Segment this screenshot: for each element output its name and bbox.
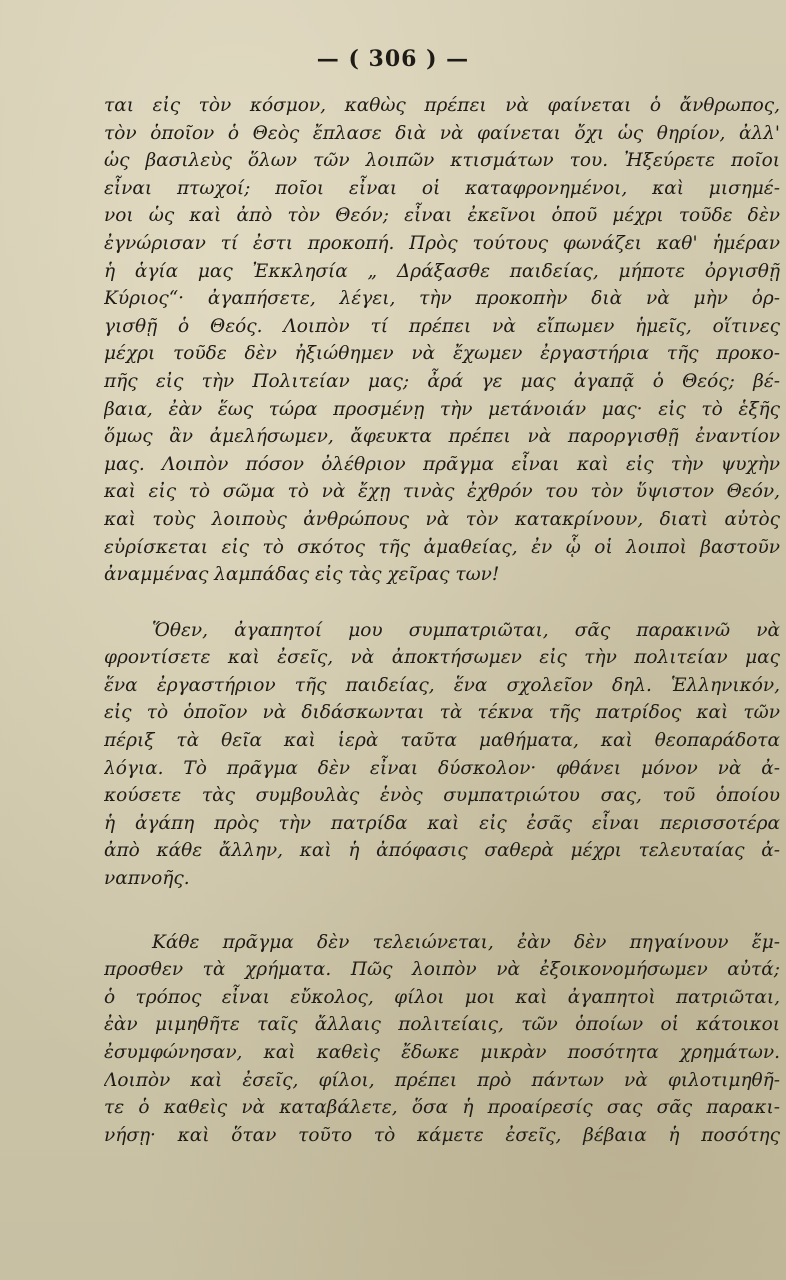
paragraph-spacer [104, 893, 780, 929]
page-number-header: — ( 306 ) — [316, 46, 470, 72]
text-line: εὑρίσκεται εἰς τὸ σκότος τῆς ἀμαθείας, ἐν ᾧ οἱ λοιποὶ βαστοῦν [104, 536, 780, 558]
text-line: ται εἰς τὸν κόσμον, καθὼς πρέπει νὰ φαίνεται ὁ ἄνθρωπος, [104, 95, 780, 116]
text-line: νοι ὡς καὶ ἀπὸ τὸν Θεόν; εἶναι ἐκεῖνοι ὁποῦ μέχρι τοῦδε δὲν [104, 205, 780, 227]
paragraph-spacer [104, 589, 780, 617]
text-line: νήσῃ· καὶ ὅταν τοῦτο τὸ κάμετε ἐσεῖς, βέβαια ἡ ποσότης [104, 1124, 780, 1146]
text-line: μας. Λοιπὸν πόσον ὀλέθριον πρᾶγμα εἶναι καὶ εἰς τὴν ψυχὴν [104, 453, 780, 475]
text-line: ναπνοῆς. [104, 868, 190, 890]
text-line: ἡ ἁγία μας Ἐκκλησία „ Δράξασθε παιδείας, μήποτε ὀργισθῇ [104, 260, 780, 282]
text-line: ἕνα ἐργαστήριον τῆς παιδείας, ἕνα σχολεῖον δηλ. Ἑλληνικόν, [104, 674, 780, 696]
paragraph-2 [104, 617, 780, 893]
text-line: καὶ εἰς τὸ σῶμα τὸ νὰ ἔχῃ τινὰς ἐχθρόν του τὸν ὕψιστον Θεόν, [104, 481, 780, 503]
text-line: πῆς εἰς τὴν Πολιτείαν μας; ἆρά γε μας ἀγαπᾷ ὁ Θεός; βέ- [104, 370, 780, 392]
text-line: εἰς τὸ ὁποῖον νὰ διδάσκωνται τὰ τέκνα τῆς πατρίδος καὶ τῶν [104, 702, 780, 724]
text-line: ἐσυμφώνησαν, καὶ καθεὶς ἔδωκε μικρὰν ποσότητα χρημάτων. [104, 1042, 780, 1063]
text-line: τε ὁ καθεὶς νὰ καταβάλετε, ὅσα ἡ προαίρεσίς σας σᾶς παρακι- [104, 1097, 780, 1119]
text-line: μέχρι τοῦδε δὲν ἠξιώθημεν νὰ ἔχωμεν ἐργαστήρια τῆς προκο- [104, 343, 780, 365]
text-line: τὸν ὁποῖον ὁ Θεὸς ἔπλασε διὰ νὰ φαίνεται ὄχι ὡς θηρίον, ἀλλ' [104, 122, 780, 144]
body-text [104, 92, 780, 1149]
text-line: ἡ ἀγάπη πρὸς τὴν πατρίδα καὶ εἰς ἐσᾶς εἶναι περισσοτέρα [104, 812, 780, 834]
text-line: εἶναι πτωχοί; ποῖοι εἶναι οἱ καταφρονημένοι, καὶ μισημέ- [104, 177, 780, 199]
text-line: καὶ τοὺς λοιποὺς ἀνθρώπους νὰ τὸν κατακρίνουν, διατὶ αὐτὸς [104, 508, 780, 530]
paragraph-3 [104, 929, 780, 1150]
text-line: προσθεν τὰ χρήματα. Πῶς λοιπὸν νὰ ἐξοικονομήσωμεν αὐτά; [104, 959, 780, 981]
text-line: κούσετε τὰς συμβουλὰς ἑνὸς συμπατριώτου σας, τοῦ ὁποίου [104, 785, 780, 807]
text-line: βαια, ἐὰν ἕως τώρα προσμένῃ τὴν μετάνοιάν μας· εἰς τὸ ἑξῆς [104, 398, 780, 420]
text-line: ἀπὸ κάθε ἄλλην, καὶ ἡ ἀπόφασις σαθερὰ μέχρι τελευταίας ἀ- [104, 840, 780, 862]
text-line: ὁ τρόπος εἶναι εὔκολος, φίλοι μοι καὶ ἀγαπητοὶ πατριῶται, [104, 986, 780, 1008]
paragraph-1 [104, 92, 780, 589]
text-line: ἐὰν μιμηθῆτε ταῖς ἄλλαις πολιτείαις, τῶν ὁποίων οἱ κάτοικοι [104, 1014, 780, 1036]
text-line: Κάθε πρᾶγμα δὲν τελειώνεται, ἐὰν δὲν πηγαίνουν ἔμ- [152, 931, 780, 953]
text-line: Λοιπὸν καὶ ἐσεῖς, φίλοι, πρέπει πρὸ πάντων νὰ φιλοτιμηθῆ- [104, 1069, 780, 1091]
text-line: ὅμως ἂν ἀμελήσωμεν, ἄφευκτα πρέπει νὰ παροργισθῇ ἐναντίον [104, 426, 780, 448]
text-line: ἐγνώρισαν τί ἐστι προκοπή. Πρὸς τούτους φωνάζει καθ' ἡμέραν [104, 232, 780, 254]
text-line: φροντίσετε καὶ ἐσεῖς, νὰ ἀποκτήσωμεν εἰς τὴν πολιτείαν μας [104, 647, 780, 669]
text-line: γισθῇ ὁ Θεός. Λοιπὸν τί πρέπει νὰ εἴπωμεν ἡμεῖς, οἵτινες [104, 315, 780, 337]
text-line: ἀναμμένας λαμπάδας εἰς τὰς χεῖρας των! [104, 564, 500, 586]
text-line: ὡς βασιλεὺς ὅλων τῶν λοιπῶν κτισμάτων του. Ἠξεύρετε ποῖοι [104, 150, 780, 172]
text-line: λόγια. Τὸ πρᾶγμα δὲν εἶναι δύσκολον· φθάνει μόνον νὰ ἀ- [104, 757, 780, 779]
text-line: Κύριος“· ἀγαπήσετε, λέγει, τὴν προκοπὴν διὰ νὰ μὴν ὀρ- [104, 288, 780, 310]
text-line: Ὅθεν, ἀγαπητοί μου συμπατριῶται, σᾶς παρακινῶ νὰ [152, 619, 780, 641]
text-line: πέριξ τὰ θεῖα καὶ ἱερὰ ταῦτα μαθήματα, καὶ θεοπαράδοτα [104, 730, 780, 752]
